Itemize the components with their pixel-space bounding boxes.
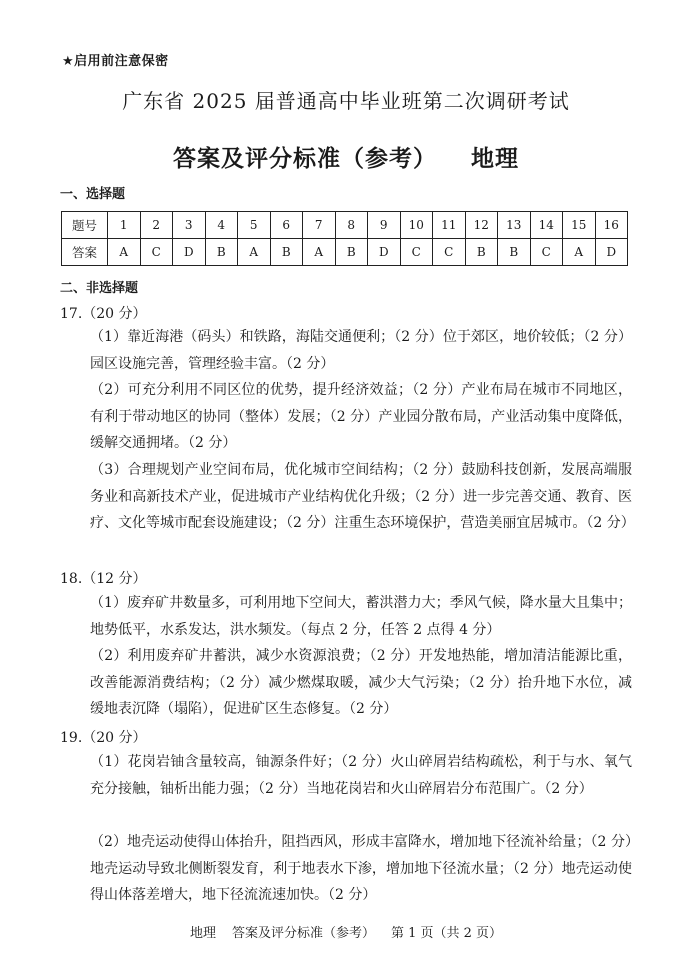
answer-letter: B — [465, 239, 498, 266]
question-number: 2 — [140, 212, 173, 239]
question-number: 14 — [530, 212, 563, 239]
answer-table — [61, 211, 628, 266]
question-19-part-1: （1）花岗岩铀含量较高，铀源条件好；（2 分）火山碎屑岩结构疏松，利于与水、氧气充分接触，铀析出能力强；（2 分）当地花岗岩和火山碎屑岩分布范围广。（2 分） — [90, 754, 632, 797]
answer-letter: C — [400, 239, 433, 266]
answer-letter: C — [433, 239, 466, 266]
number-row — [62, 212, 628, 239]
question-17-part-2: （2）可充分利用不同区位的优势，提升经济效益；（2 分）产业布局在城市不同地区，有利于带动地区的协同（整体）发展；（2 分）产业园分散布局，产业活动集中度降低，缓解交通拥堵。（2 分） — [90, 382, 632, 451]
question-17-part-3: （3）合理规划产业空间布局，优化城市空间结构；（2 分）鼓励科技创新，发展高端服务业和高新技术产业，促进城市产业结构优化升级；（2 分）进一步完善交通、教育、医疗、文化等城市配套设施建设；（2 分）注重生态环境保护，营造美丽宜居城市。（2 分） — [90, 462, 635, 531]
answer-letter: B — [270, 239, 303, 266]
answer-letter: C — [530, 239, 563, 266]
question-number: 9 — [368, 212, 401, 239]
section-open-title: 二、非选择题 — [60, 281, 139, 296]
question-18-label: 18.（12 分） — [60, 571, 147, 587]
footer-doc: 答案及评分标准（参考） — [231, 926, 375, 941]
question-18-part-2: （2）利用废弃矿井蓄洪，减少水资源浪费；（2 分）开发地热能，增加清洁能源比重，改善能源消费结构；（2 分）减少燃煤取暖，减少大气污染；（2 分）抬升地下水位，减缓地表沉降（塌陷），促进矿区生态修复。（2 分） — [90, 648, 632, 717]
answer-letter: D — [595, 239, 628, 266]
question-number: 3 — [173, 212, 206, 239]
question-number: 1 — [108, 212, 141, 239]
page-number: 第 1 页（共 2 页） — [390, 926, 503, 941]
answer-letter: A — [238, 239, 271, 266]
question-number: 6 — [270, 212, 303, 239]
question-number: 15 — [563, 212, 596, 239]
answer-title: 答案及评分标准（参考） — [173, 146, 437, 172]
answer-letter: A — [303, 239, 336, 266]
answer-row — [62, 239, 628, 266]
answer-letter: D — [368, 239, 401, 266]
answer-letter: B — [205, 239, 238, 266]
answer-title-line — [0, 140, 692, 173]
question-number: 13 — [498, 212, 531, 239]
answer-letter: B — [335, 239, 368, 266]
answer-letter: C — [140, 239, 173, 266]
question-19-part-2: （2）地壳运动使得山体抬升，阻挡西风，形成丰富降水，增加地下径流补给量；（2 分）地壳运动导致北侧断裂发育，利于地表水下渗，增加地下径流水量；（2 分）地壳运动使得山体落差增大，地下径流流速加快。（2 分） — [90, 834, 632, 903]
question-17-label: 17.（20 分） — [60, 306, 147, 322]
question-18-part-1: （1）废弃矿井数量多，可利用地下空间大，蓄洪潜力大；季风气候，降水量大且集中；地势低平，水系发达，洪水频发。（每点 2 分，任答 2 点得 4 分） — [90, 595, 632, 638]
subject-title: 地理 — [471, 146, 519, 172]
question-number: 5 — [238, 212, 271, 239]
question-19-label: 19.（20 分） — [60, 730, 147, 746]
footer-subject: 地理 — [189, 926, 216, 941]
row-label-answer: 答案 — [62, 239, 108, 266]
question-number: 10 — [400, 212, 433, 239]
question-17-part-1: （1）靠近海港（码头）和铁路，海陆交通便利；（2 分）位于郊区，地价较低；（2 分）园区设施完善，管理经验丰富。（2 分） — [90, 329, 632, 372]
question-number: 7 — [303, 212, 336, 239]
answer-letter: D — [173, 239, 206, 266]
question-number: 4 — [205, 212, 238, 239]
answer-letter: A — [108, 239, 141, 266]
row-label-number: 题号 — [62, 212, 108, 239]
answer-letter: A — [563, 239, 596, 266]
exam-title: 广东省 2025 届普通高中毕业班第二次调研考试 — [122, 89, 570, 113]
page-footer — [0, 922, 692, 941]
question-number: 11 — [433, 212, 466, 239]
section-choice-title: 一、选择题 — [60, 187, 126, 202]
question-number: 12 — [465, 212, 498, 239]
confidential-notice: ★启用前注意保密 — [62, 54, 169, 69]
question-number: 16 — [595, 212, 628, 239]
answer-letter: B — [498, 239, 531, 266]
question-number: 8 — [335, 212, 368, 239]
